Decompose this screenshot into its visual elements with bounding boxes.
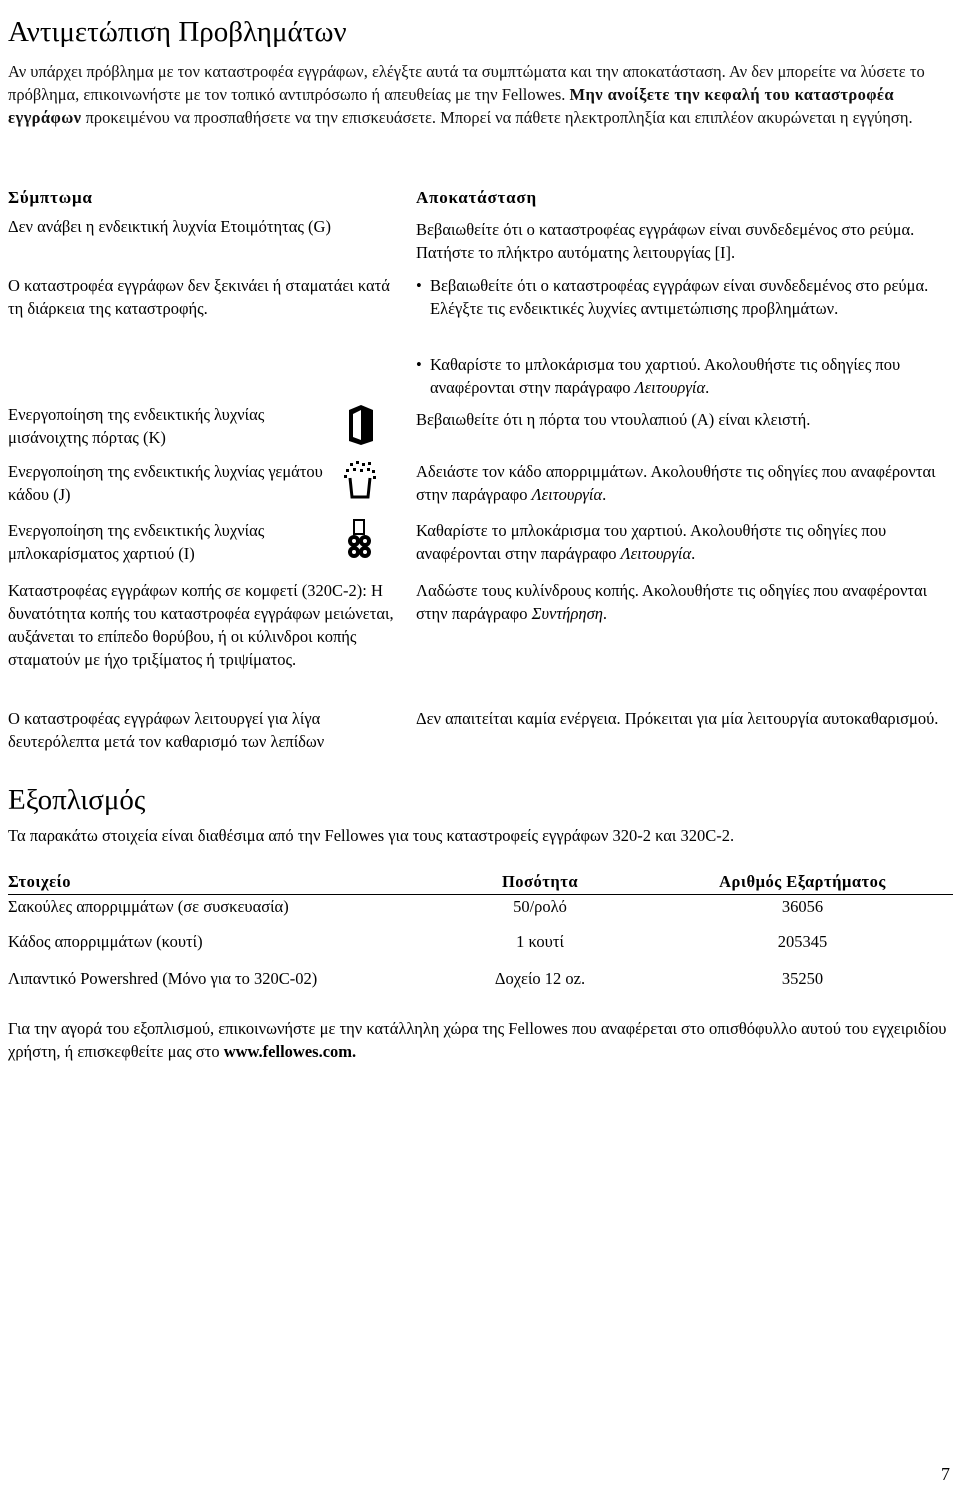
remedy-confetti: Λαδώστε τους κυλίνδρους κοπής. Ακολουθήστε τις οδηγίες που αναφέρονται στην παράγραφο Συντήρηση.	[416, 581, 928, 623]
symptom-door-open: Ενεργοποίηση της ενδεικτικής λυχνίας μισάνοιχτης πόρτας (K)	[8, 405, 265, 447]
table-row-part: 36056	[781, 897, 824, 916]
symptom-self-clean: Ο καταστροφέας εγγράφων λειτουργεί για λίγα δευτερόλεπτα μετά τον καθαρισμό των λεπίδων	[8, 709, 325, 751]
troubleshooting-title: Αντιμετώπιση Προβλημάτων	[8, 16, 347, 48]
header-remedy: Αποκατάσταση	[416, 188, 537, 207]
table-row-quantity: 1 κουτί	[516, 932, 564, 951]
table-row-part: 205345	[777, 932, 828, 951]
remedy-door-open: Βεβαιωθείτε ότι η πόρτα του ντουλαπιού (A) είναι κλειστή.	[416, 410, 811, 429]
troubleshooting-intro	[8, 60, 953, 129]
remedy-bullet-1: • Βεβαιωθείτε ότι ο καταστροφέας εγγράφων είναι συνδεδεμένος στο ρεύμα. Ελέγξτε τις ενδεικτικές λυχνίες αντιμετώπισης προβλημάτων.	[416, 276, 929, 318]
symptom-ready-light: Δεν ανάβει η ενδεικτική λυχνία Ετοιμότητας (G)	[8, 217, 331, 236]
table-row-item: Σακούλες απορριμμάτων (σε συσκευασία)	[8, 897, 289, 916]
purchase-note: Για την αγορά του εξοπλισμού, επικοινωνήστε με την κατάλληλη χώρα της Fellowes που αναφέρεται στο οπισθόφυλλο αυτού του εγχειριδίου χρήστη, ή επισκεφθείτε μας στο www.fellowes.com.	[8, 1019, 947, 1061]
table-header-rule	[8, 894, 953, 895]
table-row-part: 35250	[781, 969, 824, 988]
intro-text-end: προκειμένου να προσπαθήσετε να την επισκευάσετε. Μπορεί να πάθετε ηλεκτροπληξία και επιπλέον ακυρώνεται η εγγύηση.	[81, 108, 913, 127]
table-row-item: Λιπαντικό Powershred (Μόνο για το 320C-02)	[8, 969, 318, 988]
paper-jam-icon	[344, 519, 376, 559]
intro-warning: Μην ανοίξετε την κεφαλή του καταστροφέα εγγράφων	[8, 85, 894, 127]
accessories-intro: Τα παρακάτω στοιχεία είναι διαθέσιμα από την Fellowes για τους καταστροφείς εγγράφων 320-2 και 320C-2.	[8, 826, 735, 845]
remedy-paper-jam: Καθαρίστε το μπλοκάρισμα του χαρτιού. Ακολουθήστε τις οδηγίες που αναφέρονται στην παράγραφο Λειτουργία.	[416, 521, 887, 563]
accessories-title: Εξοπλισμός	[8, 784, 146, 816]
col-header-item: Στοιχείο	[8, 872, 72, 891]
door-open-icon	[346, 404, 376, 446]
fellowes-link[interactable]: www.fellowes.com.	[223, 1042, 357, 1061]
table-row-quantity: 50/ρολό	[513, 897, 567, 916]
symptom-paper-jam: Ενεργοποίηση της ενδεικτικής λυχνίας μπλοκαρίσματος χαρτιού (I)	[8, 521, 265, 563]
table-row-item: Κάδος απορριμμάτων (κουτί)	[8, 932, 203, 951]
intro-text: Αν υπάρχει πρόβλημα με τον καταστροφέα εγγράφων, ελέγξτε αυτά τα συμπτώματα και την αποκατάσταση. Αν δεν μπορείτε να λύσετε το πρόβλημα, επικοινωνήστε με τον τοπικό αντιπρόσωπο ή απευθείας με την Fellowes.	[8, 62, 925, 104]
remedy-ready-light: Βεβαιωθείτε ότι ο καταστροφέας εγγράφων είναι συνδεδεμένος στο ρεύμα. Πατήστε το πλήκτρο αυτόματης λειτουργίας [I].	[416, 220, 915, 262]
symptom-not-start: Ο καταστροφέα εγγράφων δεν ξεκινάει ή σταματάει κατά τη διάρκεια της καταστροφής.	[8, 276, 390, 318]
page-number: 7	[941, 1464, 950, 1484]
symptom-confetti: Καταστροφέας εγγράφων κοπής σε κομφετί (320C-2): Η δυνατότητα κοπής του καταστροφέα εγγράφων μειώνεται, αυξάνεται το επίπεδο θορύβου, ή οι κύλινδροι κοπής σταματούν με ήχο τριξίματος ή τριψίματος.	[8, 581, 394, 669]
col-header-quantity: Ποσότητα	[501, 872, 579, 891]
header-symptom: Σύμπτωμα	[8, 188, 93, 207]
bin-full-icon	[342, 460, 378, 500]
remedy-bin-full: Αδειάστε τον κάδο απορριμμάτων. Ακολουθήστε τις οδηγίες που αναφέρονται στην παράγραφο Λειτουργία.	[416, 462, 936, 504]
remedy-bullet-2: • Καθαρίστε το μπλοκάρισμα του χαρτιού. Ακολουθήστε τις οδηγίες που αναφέρονται στην παράγραφο Λειτουργία.	[416, 355, 901, 397]
table-row-quantity: Δοχείο 12 oz.	[494, 969, 586, 988]
symptom-bin-full: Ενεργοποίηση της ενδεικτικής λυχνίας γεμάτου κάδου (J)	[8, 462, 323, 504]
remedy-self-clean: Δεν απαιτείται καμία ενέργεια. Πρόκειται για μία λειτουργία αυτοκαθαρισμού.	[416, 709, 939, 728]
col-header-part-number: Αριθμός Εξαρτήματος	[719, 872, 886, 891]
